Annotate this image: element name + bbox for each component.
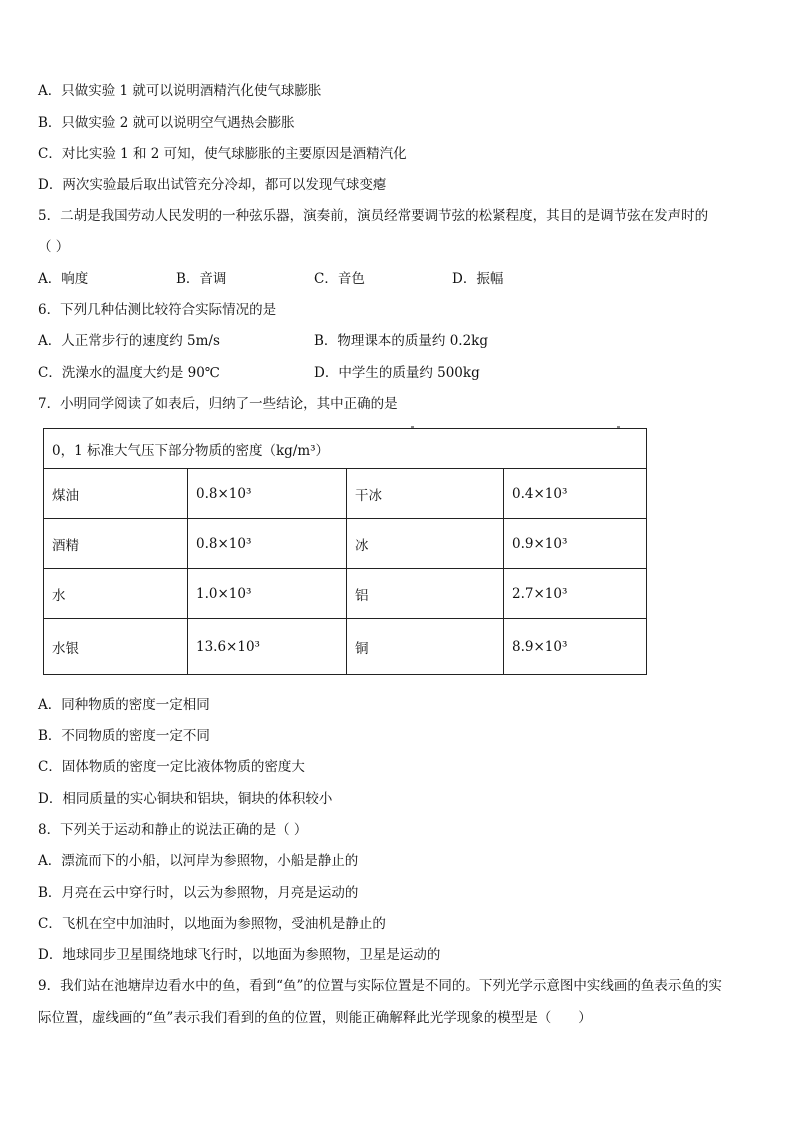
q5-option-b: B．音调 bbox=[176, 271, 227, 287]
q7-option-b: B．不同物质的密度一定不同 bbox=[38, 728, 210, 744]
q7-option-a: A．同种物质的密度一定相同 bbox=[38, 697, 210, 713]
q6-option-a: A．人正常步行的速度约 5m/s bbox=[38, 333, 220, 349]
q5-option-c: C．音色 bbox=[314, 271, 365, 287]
table-cell: 干冰 bbox=[347, 469, 504, 519]
q5-paren: （ ） bbox=[38, 239, 70, 255]
q8-option-d: D．地球同步卫星围绕地球飞行时，以地面为参照物，卫星是运动的 bbox=[38, 947, 441, 963]
q6-stem: 6．下列几种估测比较符合实际情况的是 bbox=[38, 302, 277, 318]
table-row bbox=[44, 569, 647, 619]
q6-option-b: B．物理课本的质量约 0.2kg bbox=[314, 333, 489, 349]
q4-option-c: C．对比实验 1 和 2 可知，使气球膨胀的主要原因是酒精汽化 bbox=[38, 146, 407, 162]
q7-option-c: C．固体物质的密度一定比液体物质的密度大 bbox=[38, 759, 305, 775]
table-cell: 0.8×10³ bbox=[188, 519, 347, 569]
table-cell: 水 bbox=[44, 569, 188, 619]
table-cell: 煤油 bbox=[44, 469, 188, 519]
q4-option-d: D．两次实验最后取出试管充分冷却，都可以发现气球变瘪 bbox=[38, 177, 387, 193]
table-cell: 铜 bbox=[347, 619, 504, 675]
table-cell: 0.8×10³ bbox=[188, 469, 347, 519]
q6-option-c: C．洗澡水的温度大约是 90℃ bbox=[38, 365, 220, 381]
density-table bbox=[43, 428, 647, 675]
table-cell: 1.0×10³ bbox=[188, 569, 347, 619]
q4-option-a: A．只做实验 1 就可以说明酒精汽化使气球膨胀 bbox=[38, 83, 322, 99]
q5-option-a: A．响度 bbox=[38, 271, 89, 287]
table-cell: 13.6×10³ bbox=[188, 619, 347, 675]
q8-stem: 8．下列关于运动和静止的说法正确的是（ ） bbox=[38, 822, 308, 838]
table-cell: 0.9×10³ bbox=[504, 519, 647, 569]
q8-option-c: C．飞机在空中加油时，以地面为参照物，受油机是静止的 bbox=[38, 916, 386, 932]
q4-option-b: B．只做实验 2 就可以说明空气遇热会膨胀 bbox=[38, 115, 295, 131]
table-cell: 8.9×10³ bbox=[504, 619, 647, 675]
q9-stem-line1: 9．我们站在池塘岸边看水中的鱼，看到“鱼”的位置与实际位置是不同的。下列光学示意图中实线画的鱼表示鱼的实 bbox=[38, 978, 722, 994]
table-cell: 水银 bbox=[44, 619, 188, 675]
q8-option-b: B．月亮在云中穿行时，以云为参照物，月亮是运动的 bbox=[38, 885, 359, 901]
q8-option-a: A．漂流而下的小船，以河岸为参照物，小船是静止的 bbox=[38, 853, 359, 869]
table-cell: 2.7×10³ bbox=[504, 569, 647, 619]
table-cell: 酒精 bbox=[44, 519, 188, 569]
q5-stem: 5．二胡是我国劳动人民发明的一种弦乐器，演奏前，演员经常要调节弦的松紧程度，其目的是调节弦在发声时的 bbox=[38, 208, 709, 224]
table-row bbox=[44, 469, 647, 519]
q9-stem-line2: 际位置，虚线画的“鱼”表示我们看到的鱼的位置，则能正确解释此光学现象的模型是（ ） bbox=[38, 1010, 592, 1026]
table-cell: 0.4×10³ bbox=[504, 469, 647, 519]
table-cell: 冰 bbox=[347, 519, 504, 569]
table-cell: 铝 bbox=[347, 569, 504, 619]
table-row bbox=[44, 519, 647, 569]
q6-option-d: D．中学生的质量约 500kg bbox=[314, 365, 480, 381]
table-caption: 0，1 标准大气压下部分物质的密度（kg/m³） bbox=[44, 429, 647, 469]
table-row bbox=[44, 619, 647, 675]
q5-option-d: D．振幅 bbox=[452, 271, 504, 287]
q7-stem: 7．小明同学阅读了如表后，归纳了一些结论，其中正确的是 bbox=[38, 396, 398, 412]
q7-option-d: D．相同质量的实心铜块和铝块，铜块的体积较小 bbox=[38, 791, 333, 807]
